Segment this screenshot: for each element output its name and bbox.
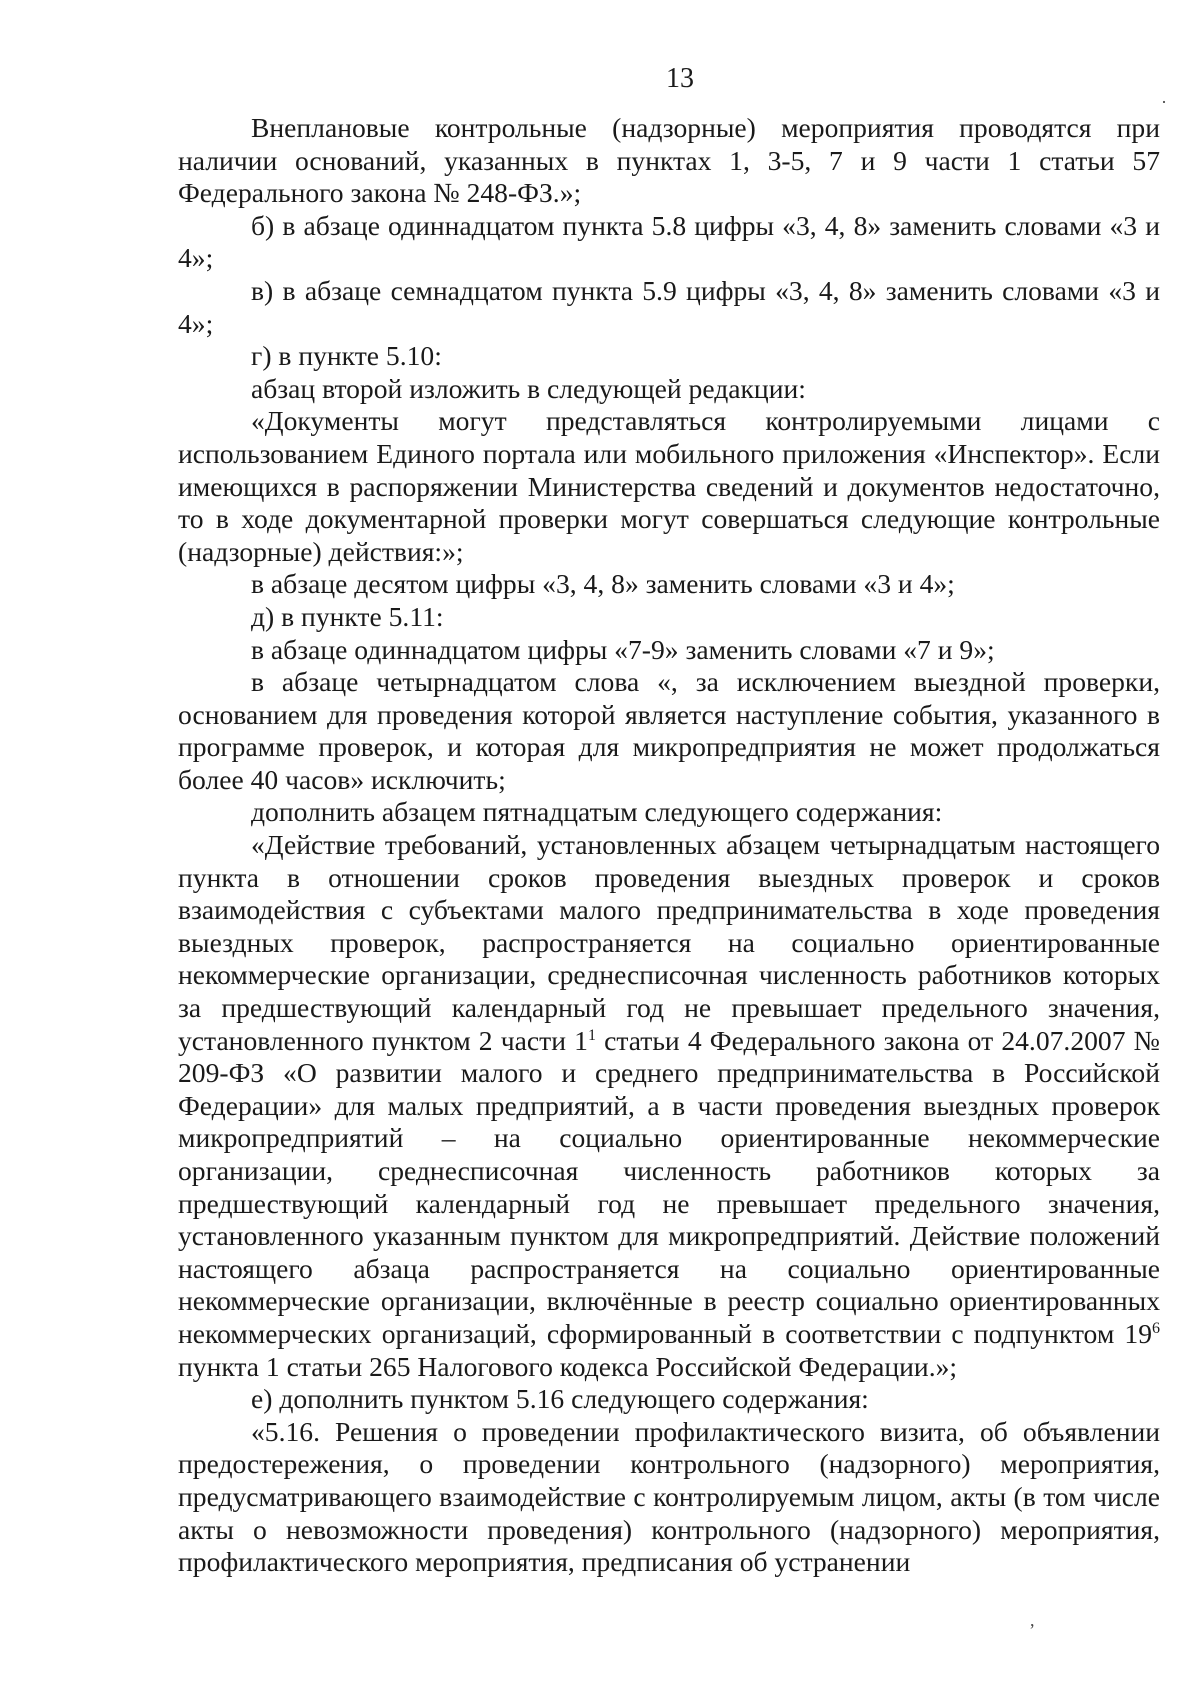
paragraph: абзац второй изложить в следующей редакции: bbox=[251, 372, 806, 404]
paragraph: «Документы могут представляться контролируемыми лицами с использованием Единого портала или мобильного приложения «Инспектор». Если имеющихся в распоряжении Министерства сведений и документов недостаточно, то в ходе документарной проверки могут совершаться следующие контрольные (надзорные) действия:»; bbox=[178, 405, 1160, 567]
paragraph: е) дополнить пунктом 5.16 следующего содержания: bbox=[251, 1383, 869, 1415]
page-number: 13 bbox=[666, 63, 694, 94]
paragraph: б) в абзаце одиннадцатом пункта 5.8 цифры «3, 4, 8» заменить словами «3 и 4»; bbox=[178, 209, 1160, 274]
scan-dot: · bbox=[1161, 92, 1167, 112]
superscript: 1 bbox=[587, 1026, 596, 1044]
paragraph: г) в пункте 5.10: bbox=[251, 340, 442, 372]
paragraph-with-superscripts bbox=[178, 829, 1160, 1383]
paragraph: в абзаце четырнадцатом слова «, за исключением выездной проверки, основанием для проведения которой является наступление события, указанного в программе проверок, и которая для микропредприятия не может продолжаться более 40 часов» исключить; bbox=[178, 666, 1160, 795]
superscript: 6 bbox=[1152, 1319, 1160, 1337]
paragraph: в) в абзаце семнадцатом пункта 5.9 цифры «3, 4, 8» заменить словами «3 и 4»; bbox=[178, 274, 1160, 339]
document-body bbox=[178, 112, 1160, 1579]
text-run: «Действие требований, установленных абзацем четырнадцатым настоящего пункта в отношении сроков проведения выездных проверок и сроков взаимодействия с субъектами малого предпринимательства в ходе проведения выездных проверок, распространяется на социально ориентированные некоммерческие организации, среднесписочная численность работников которых за предшествующий календарный год не превышает предельного значения, установленного пунктом 2 части 1 bbox=[178, 829, 1160, 1056]
paragraph: в абзаце десятом цифры «3, 4, 8» заменить словами «3 и 4»; bbox=[251, 568, 955, 600]
paragraph: дополнить абзацем пятнадцатым следующего содержания: bbox=[251, 796, 943, 828]
scan-mark: , bbox=[1030, 1610, 1035, 1630]
paragraph: «5.16. Решения о проведении профилактического визита, об объявлении предостережения, о проведении контрольного (надзорного) мероприятия, предусматривающего взаимодействие с контролируемым лицом, акты (в том числе акты о невозможности проведения) контрольного (надзорного) мероприятия, профилактического мероприятия, предписания об устранении bbox=[178, 1415, 1160, 1578]
paragraph: в абзаце одиннадцатом цифры «7-9» заменить словами «7 и 9»; bbox=[251, 633, 995, 665]
paragraph: д) в пункте 5.11: bbox=[251, 600, 444, 632]
paragraph: Внеплановые контрольные (надзорные) мероприятия проводятся при наличии оснований, указанных в пунктах 1, 3-5, 7 и 9 части 1 статьи 57 Федерального закона № 248-ФЗ.»; bbox=[178, 112, 1160, 209]
text-run: статьи 4 Федерального закона от 24.07.2007 № 209-ФЗ «О развитии малого и среднего предпринимательства в Российской Федерации» для малых предприятий, а в части проведения выездных проверок микропредприятий – на социально ориентированные некоммерческие организации, среднесписочная численность работников которых за предшествующий календарный год не превышает предельного значения, установленного указанным пунктом для микропредприятий. Действие положений настоящего абзаца распространяется на социально ориентированные некоммерческие организации, включённые в реестр социально ориентированных некоммерческих организаций, сформированный в соответствии с подпунктом 19 bbox=[178, 1024, 1160, 1349]
text-run: пункта 1 статьи 265 Налогового кодекса Российской Федерации.»; bbox=[178, 1350, 958, 1382]
